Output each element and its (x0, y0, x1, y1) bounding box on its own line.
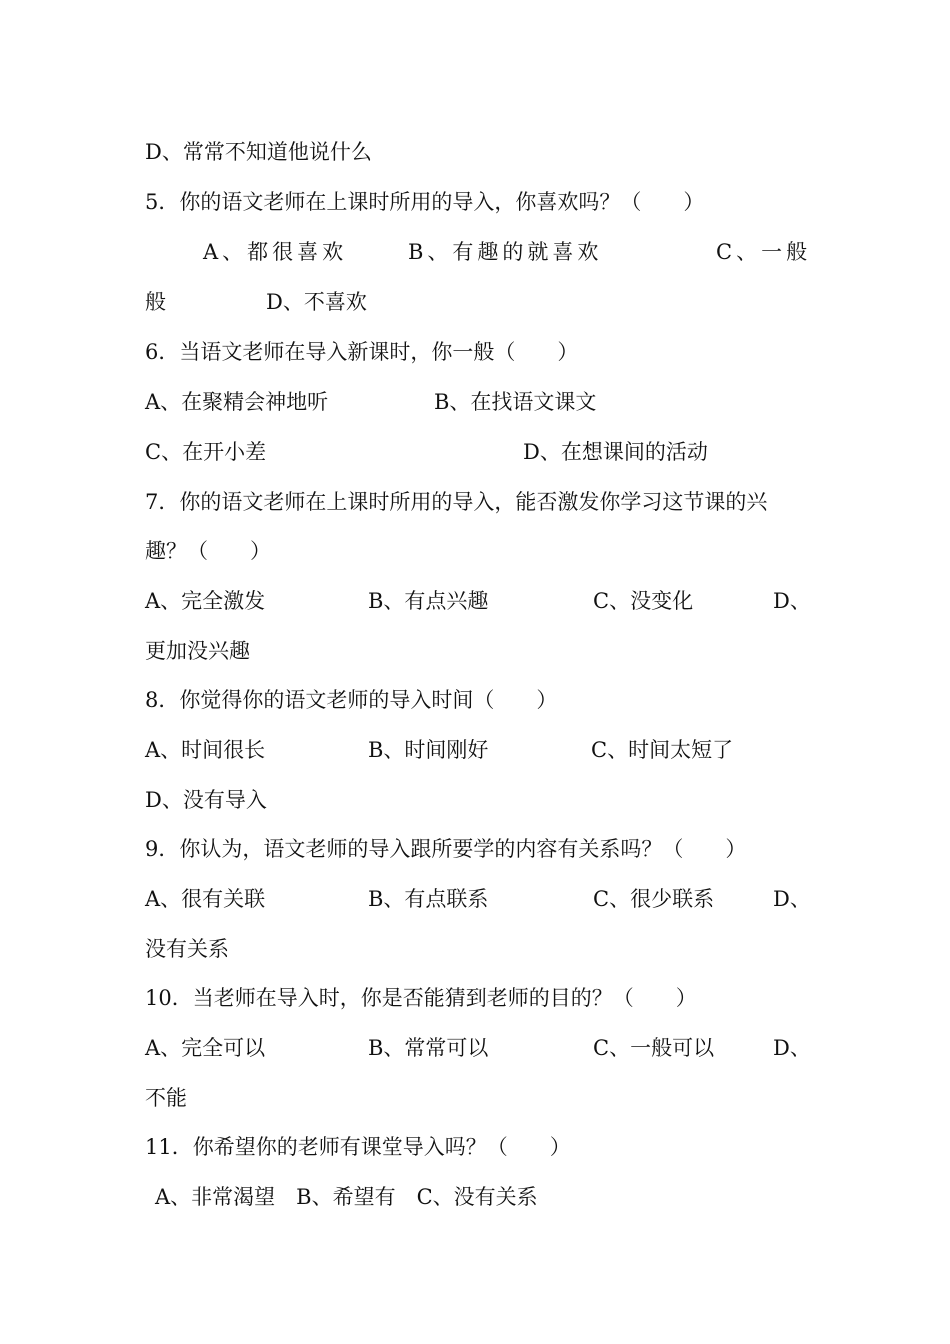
q4-option-d: D、常常不知道他说什么 (145, 140, 372, 164)
q7-option-a: A、完全激发 (145, 589, 266, 613)
q5-option-c: C、一般 (716, 240, 812, 264)
q6-question: 6．当语文老师在导入新课时，你一般（ ） (145, 340, 579, 364)
q10-option-c: C、一般可以 (593, 1036, 715, 1060)
q11-question: 11．你希望你的老师有课堂导入吗？（ ） (145, 1135, 571, 1159)
q5-option-a: A、都很喜欢 (203, 240, 348, 264)
q7-option-b: B、有点兴趣 (368, 589, 489, 613)
q9-option-a: A、很有关联 (145, 887, 266, 911)
q9-option-b: B、有点联系 (368, 887, 489, 911)
q8-option-a: A、时间很长 (145, 738, 266, 762)
q5-option-c-continued: 般 (145, 290, 166, 314)
q6-option-a: A、在聚精会神地听 (145, 390, 329, 414)
q6-option-b: B、在找语文课文 (434, 390, 597, 414)
q11-options: A、非常渴望 B、希望有 C、没有关系 (155, 1185, 538, 1209)
q6-option-d: D、在想课间的活动 (523, 440, 708, 464)
q9-option-d: D、 (773, 887, 811, 911)
q7-question: 7．你的语文老师在上课时所用的导入，能否激发你学习这节课的兴 (145, 490, 768, 514)
q10-option-b: B、常常可以 (368, 1036, 489, 1060)
q5-option-b: B、有趣的就喜欢 (408, 240, 603, 264)
q6-option-c: C、在开小差 (145, 440, 267, 464)
q5-question: 5．你的语文老师在上课时所用的导入，你喜欢吗？（ ） (145, 190, 705, 214)
q10-option-d: D、 (773, 1036, 811, 1060)
q10-option-d-continued: 不能 (145, 1086, 187, 1110)
q9-option-c: C、很少联系 (593, 887, 715, 911)
q8-question: 8．你觉得你的语文老师的导入时间（ ） (145, 688, 558, 712)
q7-option-d-continued: 更加没兴趣 (145, 639, 250, 663)
q8-option-b: B、时间刚好 (368, 738, 489, 762)
q10-question: 10．当老师在导入时，你是否能猜到老师的目的？（ ） (145, 986, 697, 1010)
q8-option-d: D、没有导入 (145, 788, 267, 812)
q9-option-d-continued: 没有关系 (145, 937, 229, 961)
q9-question: 9．你认为，语文老师的导入跟所要学的内容有关系吗？（ ） (145, 837, 747, 861)
q7-option-d: D、 (773, 589, 811, 613)
q7-option-c: C、没变化 (593, 589, 694, 613)
q10-option-a: A、完全可以 (145, 1036, 266, 1060)
q8-option-c: C、时间太短了 (591, 738, 734, 762)
q5-option-d: D、不喜欢 (266, 290, 367, 314)
q7-question-continued: 趣？（ ） (145, 539, 271, 563)
